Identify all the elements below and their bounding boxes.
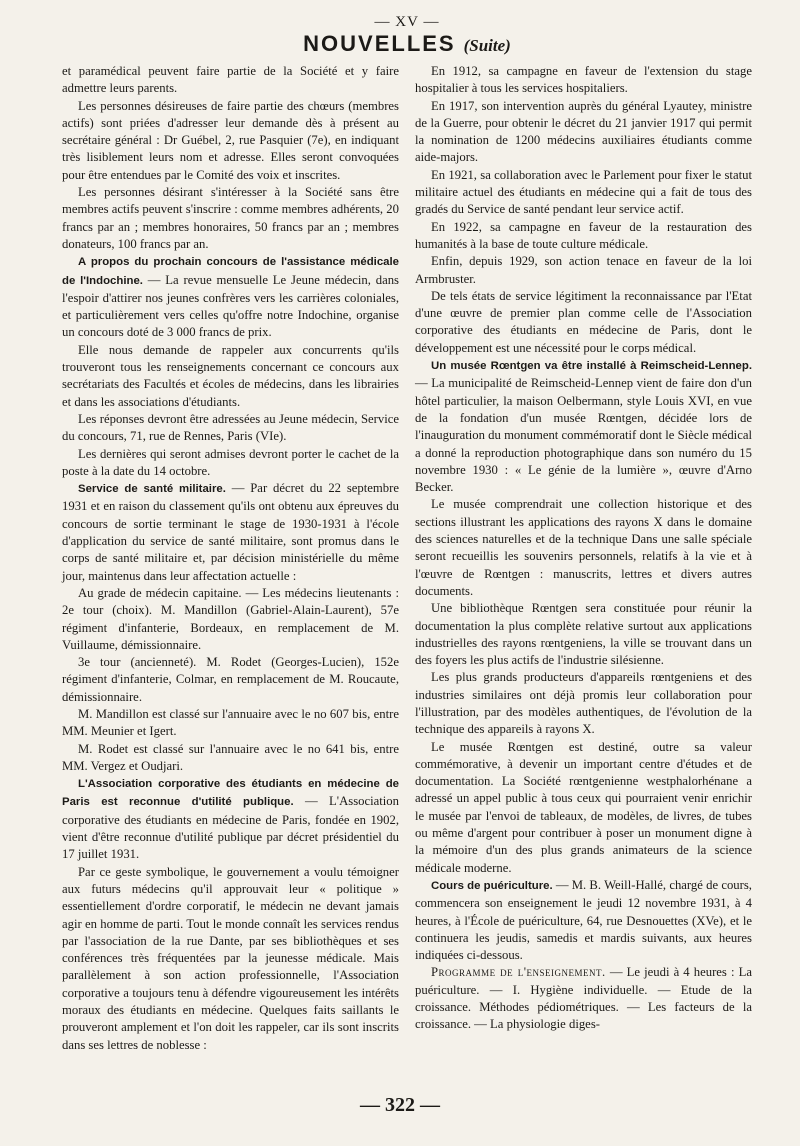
- program-text: — Le jeudi à 4 heures : La puériculture. — I. Hygiène individuelle. — Etude de la croissance. Méthodes pédiométriques. — Les facteurs de la croissance. — La physiologie diges-: [415, 965, 752, 1032]
- paragraph: Par ce geste symbolique, le gouvernement a voulu témoigner aux futurs médecins qu'il approuvait leur « politique » essentiellement d'ordre corporatif, le médecin ne devant jamais agir en homme de parti. Tout le monde connaît les services rendus par l'association de la rue Dante, par ses bibliothèques et ses conférences très fréquentées par la jeunesse médicale. Mais parallèlement à son action professionnelle, l'Association corporative a toujours tenu à défendre vigoureusement les intérêts moraux des étudiants en médecine. Quelques faits saillants le prouveront amplement et l'on doit les rappeler, car ils sont inscrits dans ses lettres de noblesse :: [62, 864, 399, 1052]
- news-item: [415, 877, 752, 964]
- paragraph: 3e tour (ancienneté). M. Rodet (Georges-Lucien), 152e régiment d'infanterie, Colmar, en remplacement de M. Roucaute, démissionnaire.: [62, 655, 399, 704]
- news-text: — L'Association corporative des étudiants en médecine de Paris, fondée en 1902, vient d'être reconnue d'utilité publique par décret présidentiel du 17 juillet 1931.: [62, 794, 399, 862]
- paragraph: Au grade de médecin capitaine. — Les médecins lieutenants : 2e tour (choix). M. Mandillon (Gabriel-Alain-Laurent), 57e régiment d'infanterie, Bordeaux, en remplacement de M. Vuillaume, démissionnaire.: [62, 585, 399, 652]
- header-subtitle: (Suite): [463, 36, 511, 55]
- paragraph: En 1912, sa campagne en faveur de l'extension du stage hospitalier à tous les services hospitaliers.: [415, 64, 752, 96]
- paragraph: En 1922, sa campagne en faveur de la restauration des humanités à la base de toute culture médicale.: [415, 219, 752, 251]
- news-item: [62, 775, 399, 863]
- program-paragraph: [415, 964, 752, 1033]
- paragraph: Les réponses devront être adressées au Jeune médecin, Service du concours, 71, rue de Rennes, Paris (VIe).: [62, 411, 399, 444]
- news-heading: A propos du prochain concours de l'assistance médicale de l'Indochine.: [62, 256, 399, 287]
- paragraph: Les dernières qui seront admises devront porter le cachet de la poste à la date du 14 octobre.: [62, 446, 399, 478]
- paragraph: En 1917, son intervention auprès du général Lyautey, ministre de la Guerre, pour obtenir le décret du 21 janvier 1917 qui permit la nomination de 1200 médecins auxiliaires étudiants comme aide-majors.: [415, 98, 752, 165]
- news-item: [62, 480, 399, 585]
- news-heading: Cours de puériculture.: [431, 879, 553, 892]
- paragraph: et paramédical peuvent faire partie de la Société et y faire admettre leurs parents.: [62, 64, 399, 96]
- paragraph: En 1921, sa collaboration avec le Parlement pour fixer le statut militaire actuel des étudiants en médecine qui a fait de tous des gradés du Service de santé pendant leur service actif.: [415, 167, 752, 217]
- news-heading: Un musée Rœntgen va être installé à Reimscheid-Lennep.: [431, 360, 752, 373]
- paragraph: Les personnes désireuses de faire partie des chœurs (membres actifs) sont priées d'adresser leur demande dès à présent au secrétaire général : Dr Guébel, 2, rue Pasquier (7e), en indiquant très lisiblement leurs nom et adresse. Elles seront convoquées pour être entendues par le Comité des voix et inscrites.: [62, 98, 399, 182]
- news-heading: L'Association corporative des étudiants en médecine de Paris est reconnue d'utilité publique.: [62, 778, 399, 809]
- page-number: — 322 —: [360, 1094, 440, 1116]
- paragraph: Enfin, depuis 1929, son action tenace en faveur de la loi Armbruster.: [415, 254, 752, 286]
- news-text: — La revue mensuelle Le Jeune médecin, dans l'espoir d'attirer nos jeunes confrères vers les carrières coloniales, et particulièrement vers celles qu'offre notre Indochine, organise un concours doté de 3 000 francs de prix.: [62, 272, 399, 340]
- news-text: — M. B. Weill-Hallé, chargé de cours, commencera son enseignement le jeudi 12 novembre 1931, à 4 heures, à l'École de puériculture, 64, rue Desnouettes (XVe), et le continuera les jeudis, samedis et mardis suivants, aux heures indiquées ci-dessous.: [415, 877, 752, 963]
- news-item: [62, 253, 399, 341]
- section-header: [62, 33, 752, 55]
- paragraph: Les plus grands producteurs d'appareils rœntgeniens et des industries similaires ont déjà promis leur collaboration pour l'illustration, par des modèles authentiques, de l'évolution de la technique des appareils à rayons X.: [415, 670, 752, 737]
- paragraph: Le musée Rœntgen est destiné, outre sa valeur commémorative, à devenir un important centre d'études et de documentation. La Société rœntgenienne westphalorhénane a adressé un appel public à tous ceux qui pourraient venir enrichir le musée par l'envoi de tableaux, de modèles, de livres, de tubes ou même d'argent pour contribuer à poser un monument digne à la mémoire d'un des plus grands animateurs de la science médicale moderne.: [415, 739, 752, 875]
- program-heading: Programme de l'enseignement.: [431, 965, 606, 980]
- paragraph: Les personnes désirant s'intéresser à la Société sans être membres actifs peuvent s'inscrire : comme membres adhérents, 20 francs par an ; membres honoraires, 50 francs par an ; membres donateurs, 100 francs par an.: [62, 185, 399, 251]
- news-item: [415, 357, 752, 496]
- roman-page-number: — XV —: [374, 14, 440, 30]
- news-text: — Par décret du 22 septembre 1931 et en raison du classement qu'ils ont obtenu aux épreuves du concours de sortie terminant le stage de 1930-1931 à l'école d'application du service de santé militaire, sont promus dans le corps de santé militaire et, par décision ministérielle du même jour, maintenus dans leur affectation actuelle :: [62, 481, 399, 583]
- header-title: NOUVELLES: [303, 31, 456, 56]
- paragraph: M. Rodet est classé sur l'annuaire avec le no 641 bis, entre MM. Vergez et Oudjari.: [62, 741, 399, 773]
- text-columns: [62, 63, 752, 1054]
- left-column: [62, 63, 399, 1054]
- paragraph: M. Mandillon est classé sur l'annuaire avec le no 607 bis, entre MM. Meunier et Igert.: [62, 706, 399, 739]
- right-column: [415, 63, 752, 1054]
- paragraph: Elle nous demande de rappeler aux concurrents qu'ils trouveront tous les renseignements concernant ce concours aux secrétariats des Facultés et écoles de médecins, dans les librairies et dans les associations d'étudiants.: [62, 342, 399, 409]
- news-text: — La municipalité de Reimscheid-Lennep vient de faire don d'un hôtel particulier, la maison Oelbermann, style Louis XVI, en vue de la fondation d'un musée Rœntgen, décidée lors de l'inauguration du monument commémoratif dont le Siècle médical a donné la reproduction photographique dans son numéro du 15 novembre 1930 : « Le génie de la lumière », œuvre d'Arno Becker.: [415, 376, 752, 495]
- paragraph: De tels états de service légitiment la reconnaissance par l'Etat d'une œuvre de premier plan comme celle de l'Association corporative des étudiants en médecine de Paris, dont le développement est une nécessité pour le corps médical.: [415, 288, 752, 355]
- news-heading: Service de santé militaire.: [78, 483, 226, 496]
- paragraph: Le musée comprendrait une collection historique et des sections illustrant les applications des rayons X dans le domaine des sciences naturelles et de la technique Dans une salle spéciale seront recueillis les souvenirs personnels, relatifs à la vie et à l'œuvre de Rœntgen : manuscrits, lettres et divers autres documents.: [415, 497, 752, 598]
- paragraph: Une bibliothèque Rœntgen sera constituée pour réunir la documentation la plus complète relative surtout aux applications industrielles des rayons rœntgeniens, la ville se trouvant dans un des foyers les plus actifs de l'industrie silésienne.: [415, 601, 752, 668]
